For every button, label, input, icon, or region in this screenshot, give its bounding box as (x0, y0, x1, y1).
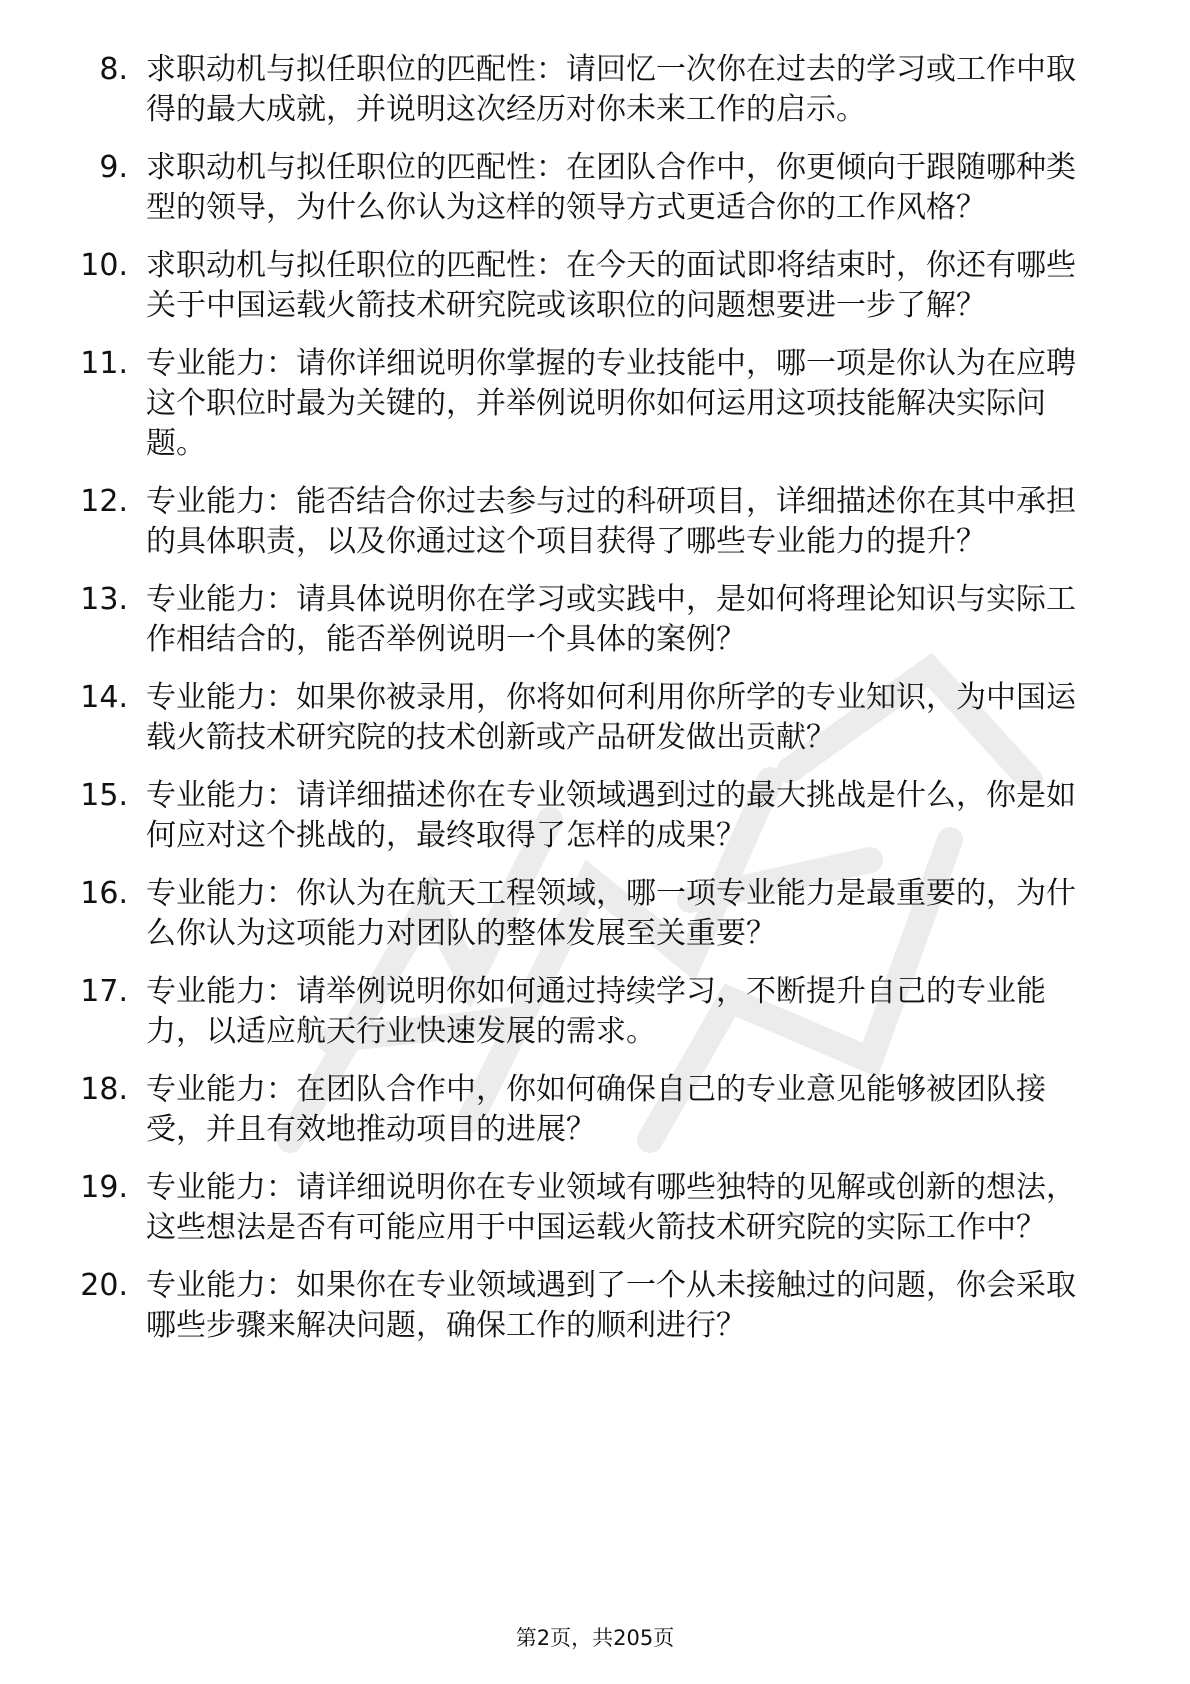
item-number: 13. (80, 582, 128, 617)
item-text: 专业能力：如果你被录用，你将如何利用你所学的专业知识，为中国运载火箭技术研究院的技术创新或产品研发做出贡献？ (146, 680, 1076, 755)
item-number: 18. (80, 1072, 128, 1107)
item-number: 14. (80, 680, 128, 715)
item-text: 专业能力：请具体说明你在学习或实践中，是如何将理论知识与实际工作相结合的，能否举例说明一个具体的案例？ (146, 582, 1076, 657)
item-text: 专业能力：你认为在航天工程领域，哪一项专业能力是最重要的，为什么你认为这项能力对团队的整体发展至关重要？ (146, 876, 1076, 951)
item-number: 11. (80, 346, 128, 381)
item-text: 专业能力：请详细描述你在专业领域遇到过的最大挑战是什么，你是如何应对这个挑战的，最终取得了怎样的成果？ (146, 778, 1076, 853)
item-number: 10. (80, 248, 128, 283)
list-item (70, 678, 1110, 758)
list-item (70, 1168, 1110, 1248)
list-item (70, 344, 1110, 464)
item-number: 20. (80, 1268, 128, 1303)
item-text: 专业能力：在团队合作中，你如何确保自己的专业意见能够被团队接受，并且有效地推动项目的进展？ (146, 1072, 1046, 1147)
list-item (70, 148, 1110, 228)
question-list (70, 50, 1110, 1364)
list-item (70, 482, 1110, 562)
item-text: 专业能力：请举例说明你如何通过持续学习，不断提升自己的专业能力，以适应航天行业快速发展的需求。 (146, 974, 1046, 1049)
list-item (70, 1070, 1110, 1150)
item-text: 求职动机与拟任职位的匹配性：请回忆一次你在过去的学习或工作中取得的最大成就，并说明这次经历对你未来工作的启示。 (146, 52, 1076, 127)
list-item (70, 580, 1110, 660)
item-text: 专业能力：请你详细说明你掌握的专业技能中，哪一项是你认为在应聘这个职位时最为关键的，并举例说明你如何运用这项技能解决实际问题。 (146, 346, 1076, 461)
item-number: 12. (80, 484, 128, 519)
list-item (70, 50, 1110, 130)
item-text: 求职动机与拟任职位的匹配性：在今天的面试即将结束时，你还有哪些关于中国运载火箭技术研究院或该职位的问题想要进一步了解？ (146, 248, 1076, 323)
item-number: 17. (80, 974, 128, 1009)
item-number: 16. (80, 876, 128, 911)
list-item (70, 874, 1110, 954)
item-number: 15. (80, 778, 128, 813)
list-item (70, 776, 1110, 856)
list-item (70, 1266, 1110, 1346)
item-text: 专业能力：请详细说明你在专业领域有哪些独特的见解或创新的想法，这些想法是否有可能应用于中国运载火箭技术研究院的实际工作中？ (146, 1170, 1076, 1245)
item-text: 求职动机与拟任职位的匹配性：在团队合作中，你更倾向于跟随哪种类型的领导，为什么你认为这样的领导方式更适合你的工作风格？ (146, 150, 1076, 225)
item-number: 9. (99, 150, 128, 185)
item-text: 专业能力：如果你在专业领域遇到了一个从未接触过的问题，你会采取哪些步骤来解决问题，确保工作的顺利进行？ (146, 1268, 1076, 1343)
item-number: 8. (99, 52, 128, 87)
item-text: 专业能力：能否结合你过去参与过的科研项目，详细描述你在其中承担的具体职责，以及你通过这个项目获得了哪些专业能力的提升？ (146, 484, 1076, 559)
page-footer: 第2页，共205页 (515, 1626, 675, 1650)
item-number: 19. (80, 1170, 128, 1205)
list-item (70, 972, 1110, 1052)
list-item (70, 246, 1110, 326)
